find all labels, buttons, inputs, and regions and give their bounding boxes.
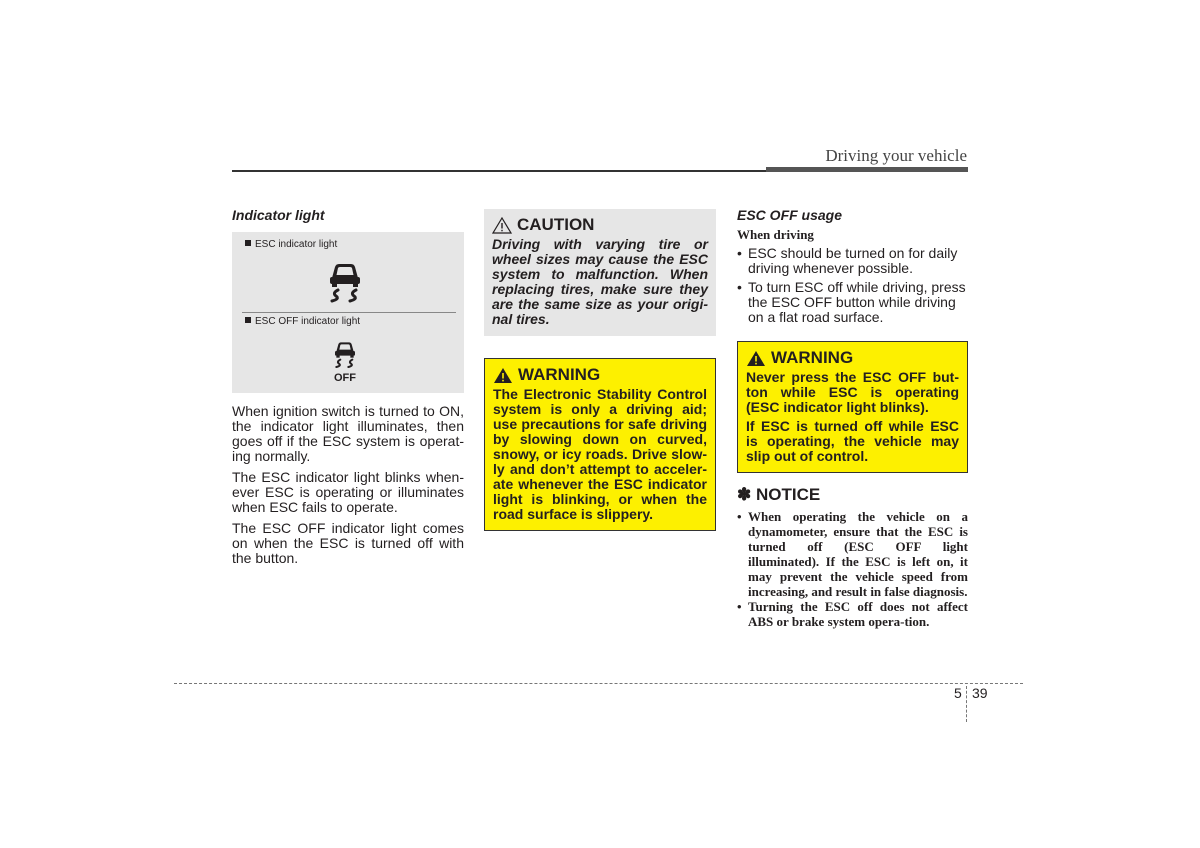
warning-heading: WARNING bbox=[746, 348, 959, 368]
caution-warning-column bbox=[484, 209, 716, 531]
esc-off-indicator-icon bbox=[331, 336, 359, 370]
page-divider bbox=[966, 686, 967, 722]
indicator-paragraph: The ESC OFF indicator light comes on when the ESC is turned off with the button. bbox=[232, 520, 464, 566]
indicator-figure bbox=[232, 232, 464, 393]
esc-off-column bbox=[737, 207, 968, 629]
list-item: • ESC should be turned on for daily driving whenever possible. bbox=[737, 245, 958, 276]
esc-indicator-icon bbox=[324, 257, 366, 303]
list-item: • When operating the vehicle on a dynamometer, ensure that the ESC is turned off (ESC OFF light illuminated). If the ESC is left on, it may prevent the vehicle speed from increasing, and result in false diagnosis. bbox=[737, 509, 968, 599]
page-number: 39 bbox=[972, 685, 988, 701]
notice-list bbox=[737, 509, 968, 629]
caution-box bbox=[484, 209, 716, 336]
indicator-paragraph: The ESC indicator light blinks when-ever ESC is operating or illuminates when ESC fails to operate. bbox=[232, 469, 464, 515]
footer-dashed-rule bbox=[174, 683, 1023, 684]
esc-off-usage-title: ESC OFF usage bbox=[737, 207, 843, 223]
warning-triangle-icon bbox=[493, 367, 513, 384]
esc-off-indicator-label: ESC OFF indicator light bbox=[245, 316, 360, 327]
list-item: • Turning the ESC off does not affect ABS or brake system opera-tion. bbox=[737, 599, 968, 629]
indicator-column bbox=[232, 207, 464, 572]
figure-divider bbox=[242, 312, 456, 313]
square-bullet-icon bbox=[245, 240, 251, 246]
warning-heading: WARNING bbox=[493, 365, 707, 385]
list-item: • To turn ESC off while driving, press the ESC OFF button while driving on a flat road surface. bbox=[737, 279, 966, 325]
indicator-paragraph: When ignition switch is turned to ON, the indicator light illuminates, then goes off if the ESC system is operat-ing normally. bbox=[232, 403, 464, 464]
page-header-title: Driving your vehicle bbox=[825, 146, 967, 165]
warning-triangle-icon bbox=[746, 350, 766, 367]
esc-off-bullet-list bbox=[737, 246, 968, 325]
off-label: OFF bbox=[334, 372, 356, 384]
caution-triangle-icon bbox=[492, 217, 512, 234]
square-bullet-icon bbox=[245, 317, 251, 323]
indicator-light-title: Indicator light bbox=[232, 207, 325, 223]
warning-box bbox=[737, 341, 968, 473]
notice-heading: ✽ NOTICE bbox=[737, 485, 821, 504]
warning-text: If ESC is turned off while ESC is operating, the vehicle may slip out of control. bbox=[746, 418, 959, 464]
header-bar bbox=[766, 167, 968, 172]
caution-heading: CAUTION bbox=[492, 215, 708, 235]
section-number: 5 bbox=[954, 685, 962, 701]
esc-indicator-label: ESC indicator light bbox=[245, 239, 337, 250]
caution-text: Driving with varying tire or wheel sizes may cause the ESC system to malfunction. When replacing tires, make sure they are the same size as your origi-nal tires. bbox=[492, 236, 708, 327]
warning-text: Never press the ESC OFF but-ton while ESC is operating (ESC indicator light blinks). bbox=[746, 369, 959, 415]
warning-text: The Electronic Stability Control system is only a driving aid; use precautions for safe driving by slowing down on curved, snowy, or icy roads. Drive slow-ly and don’t attempt to acceler-ate whenever the ESC indicator light is blinking, or when the road surface is slippery. bbox=[493, 386, 707, 522]
when-driving-subtitle: When driving bbox=[737, 227, 814, 242]
warning-box bbox=[484, 358, 716, 531]
